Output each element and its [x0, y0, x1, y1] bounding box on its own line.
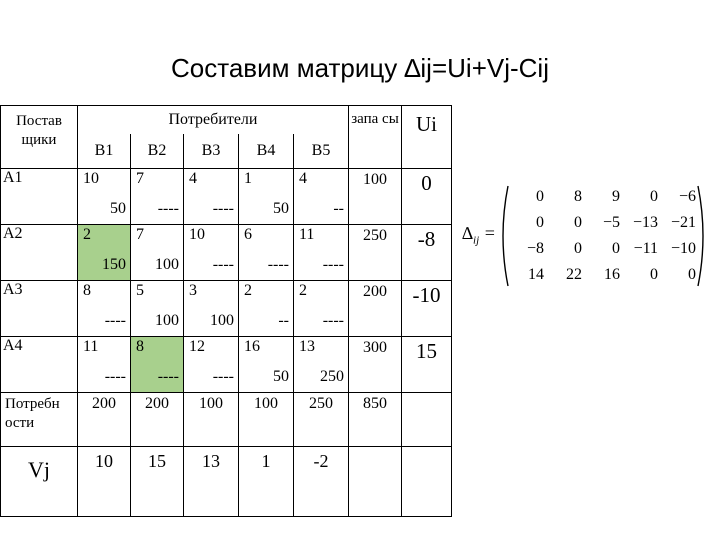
needs-label: Потребн ости [1, 393, 78, 447]
stock-value: 300 [349, 337, 402, 393]
ui-header: Ui [402, 106, 452, 169]
row-label: A3 [1, 281, 78, 337]
cell-allocation: ---- [157, 200, 179, 217]
table-cell [294, 169, 349, 225]
row-label: A4 [1, 337, 78, 393]
table-cell [294, 225, 349, 281]
stock-value: 200 [349, 281, 402, 337]
empty-cell [402, 393, 452, 447]
matrix-cell: 0 [536, 214, 544, 231]
need-value: 250 [294, 393, 349, 447]
transport-table [0, 105, 452, 517]
matrix-cell: 9 [612, 188, 620, 205]
cell-allocation: -- [278, 312, 289, 329]
cell-cost: 10 [83, 170, 99, 187]
table-cell [131, 225, 184, 281]
table-cell [294, 337, 349, 393]
cell-allocation: -- [333, 200, 344, 217]
cell-cost: 7 [136, 226, 144, 243]
matrix-cell: −13 [632, 214, 658, 231]
matrix-cell: −21 [670, 214, 696, 231]
ui-value: 0 [402, 169, 452, 225]
matrix-cell: 0 [536, 188, 544, 205]
table-cell [239, 169, 294, 225]
matrix-cell: 8 [574, 188, 582, 205]
cell-cost: 6 [244, 226, 252, 243]
delta-matrix [462, 185, 712, 289]
matrix-cell: 14 [528, 266, 544, 283]
cell-allocation: ---- [104, 368, 126, 385]
matrix-cell: −6 [678, 188, 696, 205]
table-cell [78, 337, 131, 393]
table-cell [78, 169, 131, 225]
matrix-cell: 16 [604, 266, 620, 283]
slide-title: Составим матрицу ∆ij=Ui+Vj-Cij [170, 53, 549, 83]
table-cell [131, 337, 184, 393]
need-value: 100 [239, 393, 294, 447]
table-cell [184, 225, 239, 281]
supplier-row [1, 281, 452, 337]
column-header: B5 [294, 134, 349, 169]
cell-allocation: 100 [155, 256, 179, 273]
matrix-cell: −8 [526, 240, 544, 257]
right-bracket [696, 185, 710, 287]
row-label: A1 [1, 169, 78, 225]
ui-value: -8 [402, 225, 452, 281]
column-header: B3 [184, 134, 239, 169]
table-cell [131, 169, 184, 225]
cell-cost: 2 [299, 282, 307, 299]
table-cell [78, 281, 131, 337]
matrix-grid [508, 185, 698, 289]
suppliers-header: Постав щики [1, 106, 78, 169]
matrix-cell: −10 [670, 240, 696, 257]
column-header: B4 [239, 134, 294, 169]
empty-cell [349, 447, 402, 517]
table-cell [294, 281, 349, 337]
cell-allocation: 100 [210, 312, 234, 329]
cell-cost: 8 [136, 338, 144, 355]
ui-value: 15 [402, 337, 452, 393]
cell-cost: 3 [189, 282, 197, 299]
column-header: B2 [131, 134, 184, 169]
cell-allocation: 150 [102, 256, 126, 273]
ui-value: -10 [402, 281, 452, 337]
matrix-row [508, 211, 698, 235]
supplier-row [1, 169, 452, 225]
column-header: B1 [78, 134, 131, 169]
vj-value: 13 [184, 447, 239, 517]
matrix-cell: 22 [566, 266, 582, 283]
table-cell [239, 225, 294, 281]
cell-allocation: ---- [322, 256, 344, 273]
stock-value: 250 [349, 225, 402, 281]
matrix-cell: 0 [574, 214, 582, 231]
stock-value: 100 [349, 169, 402, 225]
cell-cost: 16 [244, 338, 260, 355]
cell-cost: 8 [83, 282, 91, 299]
cell-cost: 7 [136, 170, 144, 187]
matrix-cell: −11 [633, 240, 658, 257]
matrix-row [508, 263, 698, 287]
table-cell [184, 169, 239, 225]
cell-allocation: 100 [155, 312, 179, 329]
needs-total: 850 [349, 393, 402, 447]
cell-cost: 2 [244, 282, 252, 299]
cell-allocation: ---- [212, 256, 234, 273]
cell-allocation: ---- [267, 256, 289, 273]
table-cell [184, 337, 239, 393]
cell-cost: 4 [189, 170, 197, 187]
need-value: 200 [78, 393, 131, 447]
table-cell [239, 337, 294, 393]
vj-value: 10 [78, 447, 131, 517]
cell-allocation: 50 [273, 368, 289, 385]
table-cell [184, 281, 239, 337]
supplier-row [1, 225, 452, 281]
need-value: 100 [184, 393, 239, 447]
stock-header: запа сы [349, 106, 402, 169]
matrix-label: $\Delta_{ij}$ = [462, 223, 496, 247]
cell-allocation: 250 [320, 368, 344, 385]
table-cell [131, 281, 184, 337]
table-cell [239, 281, 294, 337]
vj-value: 1 [239, 447, 294, 517]
cell-allocation: ---- [212, 200, 234, 217]
cell-cost: 2 [83, 226, 91, 243]
matrix-cell: 0 [650, 266, 658, 283]
consumers-header: Потребители [78, 106, 349, 135]
cell-allocation: ---- [212, 368, 234, 385]
matrix-row [508, 237, 698, 261]
empty-cell [402, 447, 452, 517]
cell-cost: 10 [189, 226, 205, 243]
matrix-cell: 0 [650, 188, 658, 205]
cell-allocation: 50 [273, 200, 289, 217]
matrix-row [508, 185, 698, 209]
vj-value: 15 [131, 447, 184, 517]
cell-allocation: 50 [110, 200, 126, 217]
cell-cost: 1 [244, 170, 252, 187]
cell-cost: 5 [136, 282, 144, 299]
cell-cost: 4 [299, 170, 307, 187]
cell-allocation: ---- [104, 312, 126, 329]
matrix-cell: 0 [612, 240, 620, 257]
cell-cost: 13 [299, 338, 315, 355]
vj-value: -2 [294, 447, 349, 517]
cell-cost: 11 [83, 338, 99, 355]
cell-cost: 11 [299, 226, 315, 243]
vj-label: Vj [1, 447, 78, 517]
supplier-row [1, 337, 452, 393]
matrix-cell: −5 [602, 214, 620, 231]
matrix-cell: 0 [574, 240, 582, 257]
cell-allocation: ---- [157, 368, 179, 385]
cell-cost: 12 [189, 338, 205, 355]
cell-allocation: ---- [322, 312, 344, 329]
matrix-cell: 0 [688, 266, 696, 283]
need-value: 200 [131, 393, 184, 447]
row-label: A2 [1, 225, 78, 281]
table-cell [78, 225, 131, 281]
